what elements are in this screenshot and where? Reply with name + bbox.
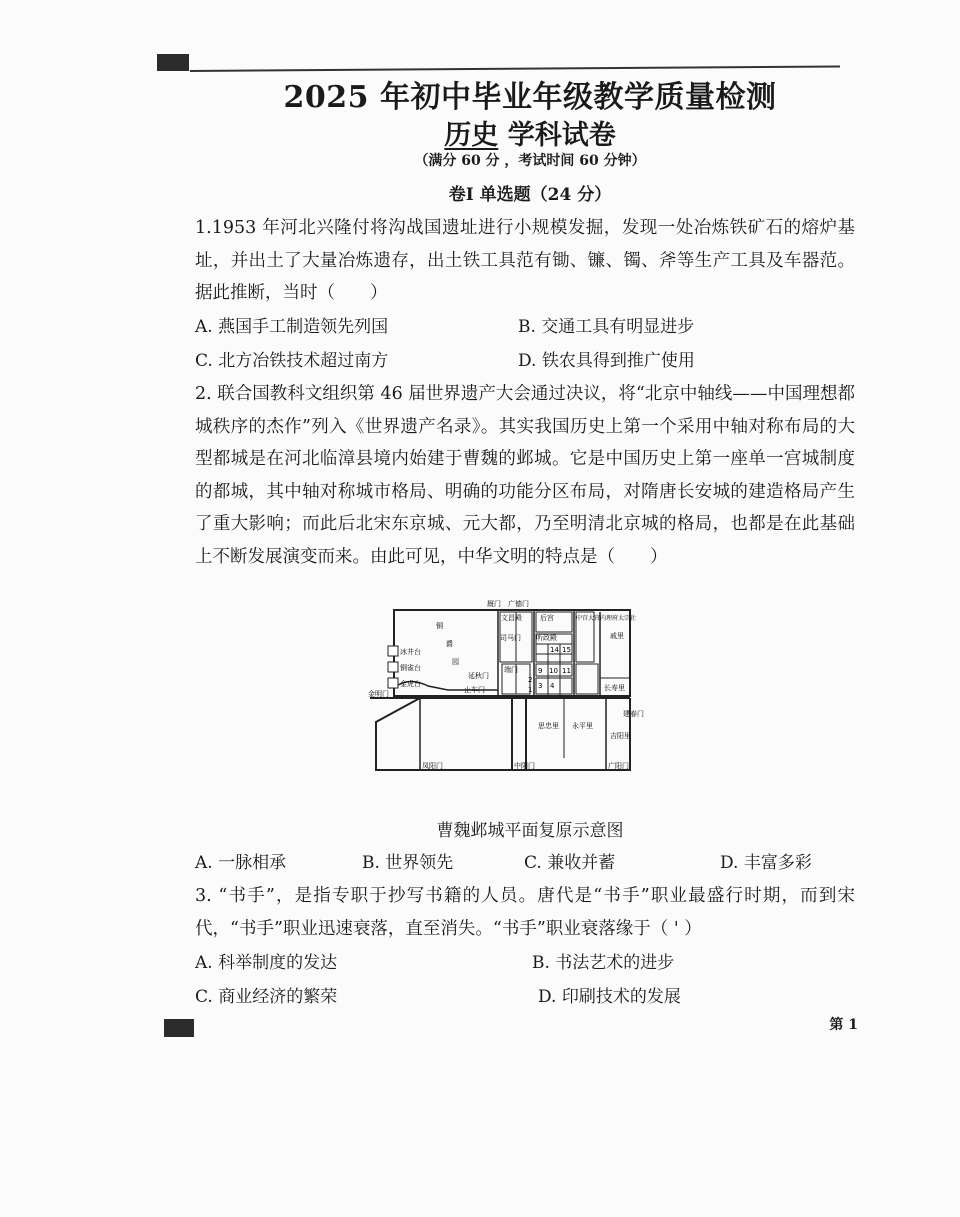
map-label-ward-siyi: 思忠里 bbox=[538, 722, 559, 730]
map-label-offices: 中宫大官内理府太宗社 bbox=[576, 615, 637, 622]
subject-suffix: 学科试卷 bbox=[498, 120, 616, 151]
map-label-top-gate-2: 广德门 bbox=[508, 600, 529, 608]
q3-option-d[interactable]: D. 印刷技术的发展 bbox=[538, 987, 681, 1007]
subject-name: 历史 bbox=[444, 120, 499, 151]
q2-option-c[interactable]: C. 兼收并蓄 bbox=[524, 853, 616, 873]
q3-option-c[interactable]: C. 商业经济的繁荣 bbox=[195, 987, 338, 1007]
exam-title: 2025 年初中毕业年级教学质量检测 bbox=[283, 80, 777, 115]
corner-mark-bottom bbox=[164, 1019, 194, 1037]
map-num-2: 2 bbox=[528, 676, 533, 684]
q3-option-b[interactable]: B. 书法艺术的进步 bbox=[532, 953, 675, 973]
subject-title bbox=[100, 113, 960, 152]
map-label-platform-1: 冰井台 bbox=[400, 648, 421, 656]
map-num-1: 1 bbox=[528, 686, 533, 694]
map-label-gate-sima: 司马门 bbox=[500, 634, 521, 642]
question-2-stem: 2. 联合国教科文组织第 46 届世界遗产大会通过决议，将“北京中轴线——中国理想都城秩序的杰作”列入《世界遗产名录》。其实我国历史上第一个采用中轴对称布局的大型都城是在河北临漳县境内始建于曹魏的邺城。它是中国历史上第一座单一宫城制度的都城，其中轴对称城市格局、明确的功能分区布局，对隋唐长安城的建造格局产生了重大影响；而此后北宋东京城、元大都，乃至明清北京城的格局，也都是在此基础上不断发展演变而来。由此可见，中华文明的特点是（ ） bbox=[195, 384, 855, 567]
exam-note: （满分 60 分 ，考试时间 60 分钟） bbox=[414, 153, 646, 169]
q2-option-b[interactable]: B. 世界领先 bbox=[362, 853, 454, 873]
corner-mark-top bbox=[157, 54, 189, 71]
map-label-gate-zhongyang: 中阳门 bbox=[514, 762, 535, 770]
q2-option-a[interactable]: A. 一脉相承 bbox=[195, 853, 287, 873]
map-num-14: 14 bbox=[550, 646, 559, 654]
map-label-ward-jiyang: 吉阳里 bbox=[610, 732, 631, 740]
question-1-stem: 1.1953 年河北兴隆付将沟战国遗址进行小规模发掘，发现一处冶炼铁矿石的熔炉基址，并出土了大量冶炼遗存，出土铁工具范有锄、镰、镯、斧等生产工具及车器范。据此推断，当时（ ） bbox=[195, 218, 855, 303]
question-3-stem: 3. “书手”，是指专职于抄写书籍的人员。唐代是“书手”职业最盛行时期，而到宋代，“书手”职业迅速衰落，直至消失。“书手”职业衰落缘于（ ' ） bbox=[195, 886, 855, 939]
yecheng-map-figure bbox=[368, 598, 644, 780]
section-heading: 卷Ⅰ 单选题（24 分） bbox=[448, 185, 612, 205]
figure-caption: 曹魏邺城平面复原示意图 bbox=[436, 821, 624, 841]
map-label-west-gate: 金明门 bbox=[368, 690, 389, 698]
map-label-gate-fengyang: 凤阳门 bbox=[422, 762, 443, 770]
map-label-palace-hou: 后宫 bbox=[540, 614, 554, 622]
map-label-top-gate-1: 厩门 bbox=[487, 600, 501, 608]
map-label-hall-2: 听政殿 bbox=[536, 634, 557, 642]
map-label-ward-yongping: 永平里 bbox=[572, 722, 593, 730]
page-number: 第 1 bbox=[829, 1017, 858, 1033]
q3-option-a[interactable]: A. 科举制度的发达 bbox=[195, 953, 338, 973]
map-num-11: 11 bbox=[562, 667, 571, 675]
q1-option-c[interactable]: C. 北方冶铁技术超过南方 bbox=[195, 351, 389, 371]
map-num-15: 15 bbox=[562, 646, 571, 654]
map-label-gate-guangyang: 广阳门 bbox=[608, 762, 629, 770]
map-label-gate-yun: 端门 bbox=[504, 666, 518, 674]
map-num-3: 3 bbox=[538, 682, 543, 690]
map-label-ward-changshou: 长寿里 bbox=[604, 684, 625, 692]
map-label-garden-1: 铜 bbox=[436, 622, 443, 630]
map-num-10: 10 bbox=[549, 667, 558, 675]
map-label-palace-hall: 文昌殿 bbox=[501, 614, 522, 622]
q2-option-d[interactable]: D. 丰富多彩 bbox=[720, 853, 812, 873]
map-label-garden-2: 爵 bbox=[446, 640, 453, 648]
q1-option-a[interactable]: A. 燕国手工制造领先列国 bbox=[195, 317, 389, 337]
map-label-east-gate: 建春门 bbox=[623, 710, 644, 718]
map-num-4: 4 bbox=[550, 682, 555, 690]
map-label-platform-2: 铜雀台 bbox=[400, 664, 421, 672]
q1-option-d[interactable]: D. 铁农具得到推广使用 bbox=[518, 351, 695, 371]
map-num-9: 9 bbox=[538, 667, 543, 675]
map-label-garden-3: 园 bbox=[452, 658, 459, 666]
q1-option-b[interactable]: B. 交通工具有明显进步 bbox=[518, 317, 695, 337]
map-label-gate-yanqiu: 延秋门 bbox=[468, 672, 489, 680]
map-label-platform-3: 金虎台 bbox=[400, 680, 421, 688]
map-label-gate-zhi: 止车门 bbox=[464, 686, 485, 694]
yecheng-map bbox=[368, 598, 644, 780]
map-label-ward-qi: 戚里 bbox=[610, 632, 624, 640]
